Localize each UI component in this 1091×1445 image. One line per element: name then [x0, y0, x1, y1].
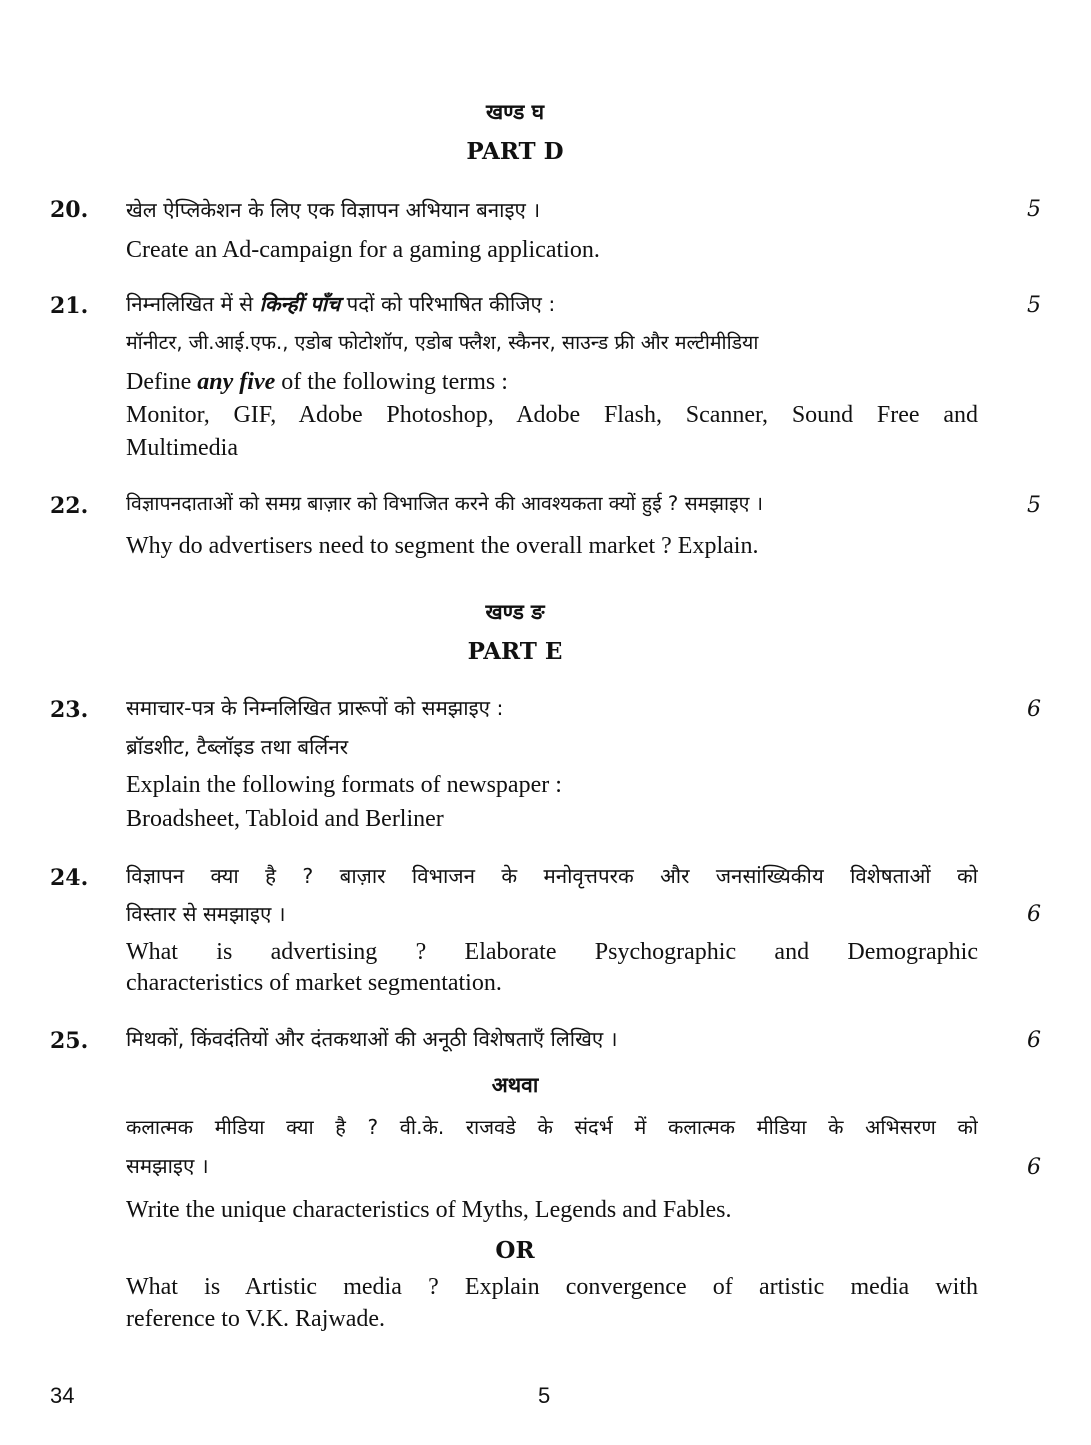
question-24-english-2: characteristics of market segmentation.	[126, 970, 502, 996]
question-25-hindi-2: कलात्मक मीडिया क्या है ? वी.के. राजवडे के संदर्भ में कलात्मक मीडिया के अभिसरण को	[126, 1115, 978, 1139]
question-21-hindi-terms: मॉनीटर, जी.आई.एफ., एडोब फोटोशॉप, एडोब फ्लैश, स्कैनर, साउन्ड फ्री और मल्टीमीडिया	[126, 331, 759, 354]
footer-page-number: 5	[538, 1383, 551, 1408]
question-23-english-2: Broadsheet, Tabloid and Berliner	[126, 806, 444, 832]
question-20-number: 20.	[50, 197, 89, 223]
question-23-english-1: Explain the following formats of newspaper :	[126, 772, 562, 798]
question-25-hindi-3: समझाइए ।	[126, 1154, 209, 1178]
question-22-hindi: विज्ञापनदाताओं को समग्र बाज़ार को विभाजित करने की आवश्यकता क्यों हुई ? समझाइए ।	[126, 492, 764, 515]
question-24-hindi-1: विज्ञापन क्या है ? बाज़ार विभाजन के मनोवृत्तपरक और जनसांख्यिकीय विशेषताओं को	[126, 864, 978, 888]
question-25-marks-1: 6	[1027, 1028, 1041, 1053]
question-21-hindi	[126, 290, 978, 318]
question-25-hindi-1: मिथकों, किंवदंतियों और दंतकथाओं की अनूठी विशेषताएँ लिखिए ।	[126, 1027, 618, 1051]
part-d-heading: PART D	[466, 138, 564, 165]
question-21-marks: 5	[1027, 293, 1041, 318]
question-25-english-1: Write the unique characteristics of Myths, Legends and Fables.	[126, 1197, 732, 1223]
question-20-hindi: खेल ऐप्लिकेशन के लिए एक विज्ञापन अभियान बनाइए ।	[126, 198, 541, 222]
question-20-marks: 5	[1027, 197, 1041, 222]
question-25-english-2: What is Artistic media ? Explain convergence of artistic media with	[126, 1274, 978, 1300]
question-22-number: 22.	[50, 493, 89, 519]
question-22-english: Why do advertisers need to segment the overall market ? Explain.	[126, 533, 759, 559]
question-23-number: 23.	[50, 697, 89, 723]
question-21-hindi-emphasis: किन्हीं पाँच	[259, 292, 341, 316]
question-25-number: 25.	[50, 1028, 89, 1054]
question-21-english-terms-1: Monitor, GIF, Adobe Photoshop, Adobe Flash, Scanner, Sound Free and	[126, 402, 978, 428]
question-21-number: 21.	[50, 293, 89, 319]
footer-paper-code: 34	[50, 1383, 75, 1408]
question-23-marks: 6	[1027, 697, 1041, 722]
question-21-english-pre: Define	[126, 369, 198, 395]
question-24-number: 24.	[50, 865, 89, 891]
question-23-hindi-1: समाचार-पत्र के निम्नलिखित प्रारूपों को समझाइए :	[126, 696, 504, 720]
question-22-marks: 5	[1027, 493, 1041, 518]
question-23-hindi-2: ब्रॉडशीट, टैब्लॉइड तथा बर्लिनर	[126, 735, 349, 759]
question-24-english-1: What is advertising ? Elaborate Psychographic and Demographic	[126, 939, 978, 965]
question-25-english-3: reference to V.K. Rajwade.	[126, 1306, 386, 1332]
question-21-hindi-pre: निम्नलिखित में से	[126, 292, 260, 316]
question-24-hindi-2: विस्तार से समझाइए ।	[126, 902, 286, 926]
question-21-english-post: of the following terms :	[275, 369, 508, 395]
question-25-marks-2: 6	[1027, 1155, 1041, 1180]
part-e-heading-hindi: खण्ड ङ	[485, 600, 545, 624]
part-d-heading-hindi: खण्ड घ	[485, 100, 545, 124]
question-21-english	[126, 368, 978, 396]
question-21-hindi-post: पदों को परिभाषित कीजिए :	[340, 292, 556, 316]
question-24-marks: 6	[1027, 902, 1041, 927]
question-20-english: Create an Ad-campaign for a gaming application.	[126, 237, 600, 263]
question-21-english-emphasis: any five	[197, 369, 276, 395]
question-21-english-terms-2: Multimedia	[126, 435, 238, 461]
or-english-separator: OR	[495, 1237, 535, 1264]
or-hindi-separator: अथवा	[491, 1073, 539, 1097]
part-e-heading: PART E	[467, 638, 563, 665]
